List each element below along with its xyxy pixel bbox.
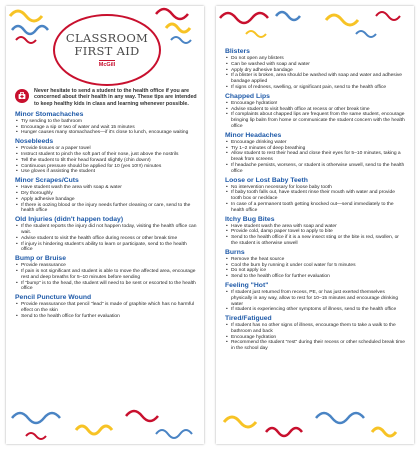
decorative-squiggle-top	[216, 6, 414, 46]
squiggle-art-icon	[216, 404, 414, 444]
tip-item: • Encourage drinking water	[231, 140, 407, 146]
tip-item: • Allow student to rest their head and close their eyes for 5–10 minutes, taking a break from screens	[231, 151, 407, 163]
tip-item: • Advise student to visit the health office during recess or other break time	[21, 236, 197, 242]
tip-item: • If student is experiencing other symptoms of illness, send to the health office	[231, 307, 407, 313]
tip-item: • No intervention necessary for loose baby tooth	[231, 185, 407, 191]
tip-list	[15, 302, 197, 319]
tip-item: • If a blister is broken, area should be washed with soap and water and adhesive bandage applied	[231, 73, 407, 85]
first-aid-card-back	[216, 6, 414, 444]
tip-item: • Remove the heat source	[231, 257, 407, 263]
tip-list	[225, 101, 407, 130]
tip-item: • Send to the health office if it is a new insect sting or the bite is red, swollen, or the student is otherwise unwell	[231, 235, 407, 247]
tip-item: • Try sending to the bathroom	[21, 119, 197, 125]
tip-item: • If headache persists, worsens, or student is otherwise unwell, send to the health office	[231, 163, 407, 175]
tip-item: • If pain is not significant and student is able to move the affected area, encourage rest and deep breaths for 5–10 minutes before sending	[21, 269, 197, 281]
tip-item: • If signs of redness, swelling, or significant pain, send to the health office	[231, 85, 407, 91]
section-heading: Bump or Bruise	[15, 255, 66, 263]
tip-item: • If student just returned from recess, PE, or has just exerted themselves physically in any way, allow to rest for 10–15 minutes and encourage drinking water	[231, 290, 407, 307]
tip-list	[15, 185, 197, 214]
section-heading: Blisters	[225, 48, 250, 55]
tip-item: • In case of a permanent tooth getting knocked out—send immediately to the health office	[231, 202, 407, 214]
decorative-squiggle-bottom	[216, 404, 414, 444]
tip-item: • Send to the health office for further evaluation	[21, 314, 197, 320]
tip-list	[225, 56, 407, 91]
tip-item: • If there is oozing blood or the injury needs further cleaning or care, send to the health office	[21, 203, 197, 215]
section-minor-headaches	[225, 132, 407, 175]
tip-item: • Provide reassurance	[21, 263, 197, 269]
tip-item: • If the student reports the injury did not happen today, visiting the health office can wait.	[21, 224, 197, 236]
tip-item: • Do not open any blisters	[231, 56, 407, 62]
section-old-injuries-didn-t-happen-today	[15, 216, 197, 253]
right-sections	[225, 48, 407, 352]
section-blisters	[225, 48, 407, 91]
decorative-squiggle-bottom	[6, 404, 204, 444]
tip-item: • Encourage hydration	[231, 335, 407, 341]
brand-logo: McGill	[98, 62, 116, 68]
section-minor-stomachaches	[15, 111, 197, 136]
section-tired-fatigued	[225, 315, 407, 352]
tip-list	[225, 257, 407, 280]
tip-item: • Dry thoroughly	[21, 191, 197, 197]
tip-item: • Advise student to visit health office at recess or other break time	[231, 107, 407, 113]
tip-item: • Instruct student to pinch the soft part of their nose, just above the nostrils	[21, 152, 197, 158]
tip-item: • Hunger causes many stomachaches—if it's close to lunch, encourage waiting	[21, 130, 197, 136]
tip-item: • Tell the student to tilt their head forward slightly (chin down!)	[21, 158, 197, 164]
section-heading: Chapped Lips	[225, 92, 270, 100]
first-aid-icon	[15, 89, 29, 103]
tip-item: • Have student wash the area with soap and water	[231, 224, 407, 230]
section-minor-scrapes-cuts	[15, 177, 197, 214]
tip-item: • Try 1–2 minutes of deep breathing	[231, 146, 407, 152]
first-aid-card-front	[6, 6, 204, 444]
tip-item: • Provide cold, damp paper towel to apply to bite	[231, 229, 407, 235]
tip-item: • If baby tooth falls out, have student rinse their mouth with water and provide tooth box or necklace	[231, 190, 407, 202]
tip-list	[225, 323, 407, 352]
tip-list	[225, 290, 407, 313]
section-nosebleeds	[15, 138, 197, 175]
tip-item: • Can be washed with soap and water	[231, 62, 407, 68]
left-content	[15, 88, 197, 408]
tip-item: • Continuous pressure should be applied for 10 (yes 10!!!) minutes	[21, 164, 197, 170]
tip-item: • If complaints about chapped lips are frequent from the same student, encourage bringing lip balm from home or communicate the student concern with the health office	[231, 112, 407, 129]
section-heading: Burns	[225, 248, 245, 256]
tip-list	[15, 224, 197, 253]
tip-item: • Apply dry adhesive bandage	[231, 68, 407, 74]
section-itchy-bug-bites	[225, 216, 407, 247]
section-chapped-lips	[225, 93, 407, 130]
squiggle-art-icon	[216, 6, 414, 46]
title-badge	[53, 14, 161, 86]
tip-list	[225, 140, 407, 175]
tip-list	[225, 224, 407, 247]
tip-item: • If student has no other signs of illness, encourage them to take a walk to the bathroom and back	[231, 323, 407, 335]
tip-item: • Use gloves if assisting the student	[21, 169, 197, 175]
tip-list	[225, 185, 407, 214]
section-heading: Feeling "Hot"	[225, 281, 269, 289]
section-pencil-puncture-wound	[15, 294, 197, 319]
tip-list	[15, 146, 197, 175]
tip-item: • Cool the burn by running it under cool water for 5 minutes	[231, 263, 407, 269]
section-heading: Old Injuries (didn't happen today)	[15, 216, 124, 224]
section-heading: Itchy Bug Bites	[225, 215, 275, 223]
tip-list	[15, 263, 197, 292]
tip-item: • Recommend the student "rest" during their recess or other scheduled break time in the school day	[231, 340, 407, 352]
left-sections	[15, 111, 197, 320]
section-heading: Minor Headaches	[225, 131, 282, 139]
title-line-2: FIRST AID	[74, 44, 140, 58]
notice-text: Never hesitate to send a student to the health office if you are concerned about their health in any way. These tips are intended to keep healthy kids in class and learning whenever possible.	[34, 88, 197, 107]
tip-item: • Have student wash the area with soap & water	[21, 185, 197, 191]
section-burns	[225, 249, 407, 280]
tip-list	[15, 119, 197, 136]
tip-item: • Provide tissues or a paper towel	[21, 146, 197, 152]
section-heading: Loose or Lost Baby Teeth	[225, 176, 308, 184]
section-heading: Pencil Puncture Wound	[15, 294, 92, 302]
tip-item: • Do not apply ice	[231, 268, 407, 274]
squiggle-art-icon	[6, 404, 204, 444]
section-heading: Tired/Fatigued	[225, 315, 272, 323]
tip-item: • Encourage a sip or two of water and wait 15 minutes	[21, 125, 197, 131]
tip-item: • Send to the health office for further evaluation	[231, 274, 407, 280]
section-bump-or-bruise	[15, 255, 197, 292]
notice	[15, 88, 197, 107]
section-heading: Minor Scrapes/Cuts	[15, 177, 79, 185]
title-line-1: CLASSROOM	[65, 31, 149, 45]
tip-item: • Apply adhesive bandage	[21, 197, 197, 203]
section-heading: Nosebleeds	[15, 138, 54, 146]
section-feeling-hot	[225, 282, 407, 313]
tip-item: • If injury is hindering student's ability to learn or participate, send to the health office	[21, 242, 197, 254]
tip-item: • Provide reassurance that pencil "lead" is made of graphite which has no harmful effect on the skin	[21, 302, 197, 314]
tip-item: • If "bump" is to the head, the student will need to be sent or escorted to the health office	[21, 281, 197, 293]
section-loose-or-lost-baby-teeth	[225, 177, 407, 214]
right-content	[225, 48, 407, 408]
tip-item: • Encourage hydration!	[231, 101, 407, 107]
section-heading: Minor Stomachaches	[15, 110, 84, 118]
